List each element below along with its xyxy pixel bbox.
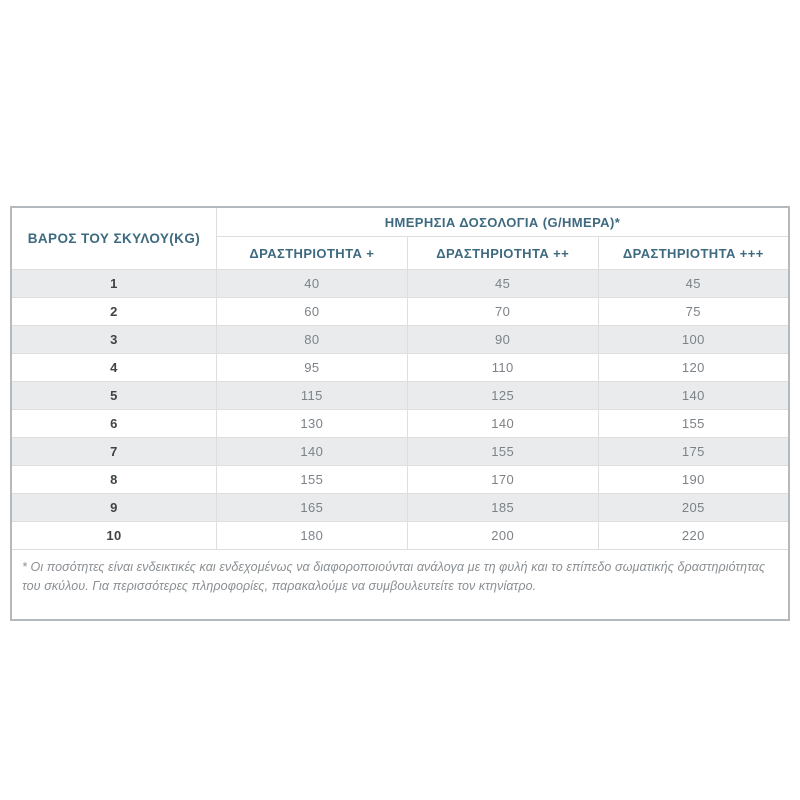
dosage-cell: 60 <box>216 298 407 326</box>
dosage-cell: 100 <box>598 326 789 354</box>
dosage-cell: 70 <box>407 298 598 326</box>
weight-cell: 2 <box>11 298 216 326</box>
dosage-cell: 40 <box>216 270 407 298</box>
dosage-cell: 200 <box>407 522 598 550</box>
dosage-cell: 190 <box>598 466 789 494</box>
weight-cell: 3 <box>11 326 216 354</box>
dosage-cell: 155 <box>216 466 407 494</box>
weight-cell: 5 <box>11 382 216 410</box>
dosage-cell: 220 <box>598 522 789 550</box>
dosage-cell: 180 <box>216 522 407 550</box>
dosage-cell: 45 <box>407 270 598 298</box>
weight-cell: 7 <box>11 438 216 466</box>
dosage-cell: 45 <box>598 270 789 298</box>
table-row <box>11 410 789 438</box>
table-row <box>11 270 789 298</box>
dosage-cell: 80 <box>216 326 407 354</box>
activity-header-1: ΔΡΑΣΤΗΡΙΟΤΗΤΑ + <box>216 237 407 270</box>
dosage-cell: 155 <box>598 410 789 438</box>
dosage-cell: 155 <box>407 438 598 466</box>
table-row <box>11 326 789 354</box>
weight-cell: 6 <box>11 410 216 438</box>
table-row <box>11 494 789 522</box>
table-row <box>11 522 789 550</box>
table-footer <box>11 550 789 620</box>
dosage-cell: 140 <box>216 438 407 466</box>
dosage-cell: 165 <box>216 494 407 522</box>
weight-column-header: ΒΑΡΟΣ ΤΟΥ ΣΚΥΛΟΥ(KG) <box>11 207 216 270</box>
weight-cell: 8 <box>11 466 216 494</box>
table-row <box>11 438 789 466</box>
footnote-row <box>11 550 789 620</box>
dosage-cell: 120 <box>598 354 789 382</box>
dosage-table <box>10 206 790 621</box>
dosage-cell: 110 <box>407 354 598 382</box>
dosage-header-row <box>11 207 789 237</box>
dosage-cell: 90 <box>407 326 598 354</box>
table-row <box>11 354 789 382</box>
dosage-table-container <box>10 206 790 621</box>
table-row <box>11 382 789 410</box>
daily-dosage-header: ΗΜΕΡΗΣΙΑ ΔΟΣΟΛΟΓΙΑ (G/ΗΜΕΡΑ)* <box>216 207 789 237</box>
dosage-cell: 95 <box>216 354 407 382</box>
dosage-cell: 125 <box>407 382 598 410</box>
dosage-cell: 140 <box>407 410 598 438</box>
activity-header-2: ΔΡΑΣΤΗΡΙΟΤΗΤΑ ++ <box>407 237 598 270</box>
dosage-cell: 175 <box>598 438 789 466</box>
table-header <box>11 207 789 270</box>
footnote-text: * Οι ποσότητες είναι ενδεικτικές και ενδεχομένως να διαφοροποιούνται ανάλογα με τη φυλή και το επίπεδο σωματικής δραστηριότητας του σκύλου. Για περισσότερες πληροφορίες, παρακαλούμε να συμβουλευτείτε τον κτηνίατρο. <box>11 550 789 620</box>
activity-header-3: ΔΡΑΣΤΗΡΙΟΤΗΤΑ +++ <box>598 237 789 270</box>
dosage-cell: 115 <box>216 382 407 410</box>
dosage-cell: 170 <box>407 466 598 494</box>
dosage-cell: 185 <box>407 494 598 522</box>
dosage-cell: 130 <box>216 410 407 438</box>
weight-cell: 4 <box>11 354 216 382</box>
dosage-cell: 205 <box>598 494 789 522</box>
weight-cell: 9 <box>11 494 216 522</box>
dosage-cell: 75 <box>598 298 789 326</box>
table-row <box>11 298 789 326</box>
weight-cell: 1 <box>11 270 216 298</box>
table-body <box>11 270 789 550</box>
table-row <box>11 466 789 494</box>
dosage-cell: 140 <box>598 382 789 410</box>
weight-cell: 10 <box>11 522 216 550</box>
